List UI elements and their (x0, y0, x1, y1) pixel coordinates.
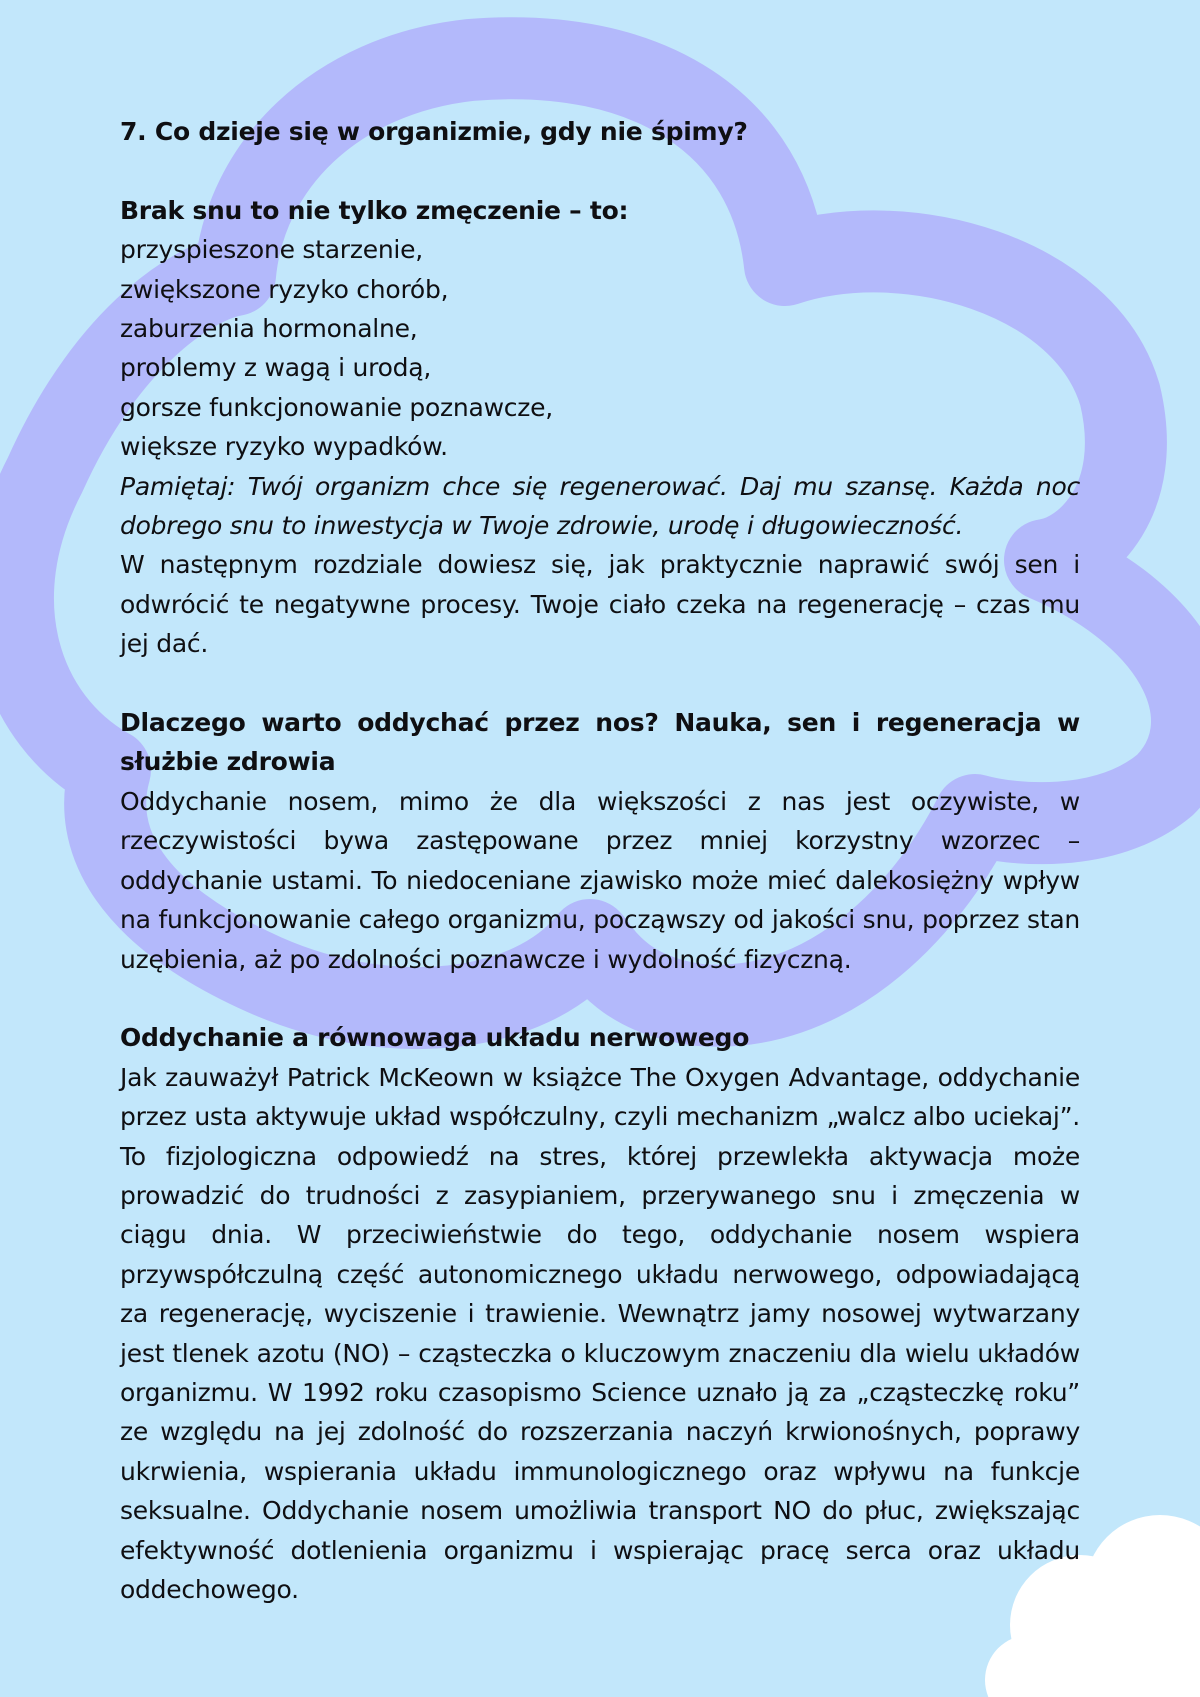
effects-heading: Brak snu to nie tylko zmęczenie – to: (120, 195, 629, 225)
list-item: gorsze funkcjonowanie poznawcze, (120, 392, 553, 422)
nose-breathing-paragraph: Oddychanie nosem, mimo że dla większości z nas jest oczywiste, w rzeczywistości bywa zastępowane przez mniej korzystny wzorzec – oddychanie ustami. To niedoceniane zjawisko może mieć dalekosiężny wpływ na funkcjonowanie całego organizmu, począwszy od jakości snu, poprzez stan uzębienia, aż po zdolności poznawcze i wydolność fizyczną. (120, 786, 1080, 974)
list-item: problemy z wagą i urodą, (120, 353, 432, 383)
nose-breathing-heading: Dlaczego warto oddychać przez nos? Nauka, sen i regeneracja w służbie zdrowia (120, 708, 1080, 777)
nervous-system-heading: Oddychanie a równowaga układu nerwowego (120, 1023, 750, 1053)
list-item: zwiększone ryzyko chorób, (120, 274, 449, 304)
section-title: 7. Co dzieje się w organizmie, gdy nie śpimy? (120, 117, 748, 146)
spacer (120, 664, 1080, 703)
reminder-text: Pamiętaj: Twój organizm chce się regenerować. Daj mu szansę. Każda noc dobrego snu to inwestycja w Twoje zdrowie, urodę i długowieczność. (120, 471, 1080, 541)
list-item: przyspieszone starzenie, (120, 235, 423, 265)
next-chapter-text: W następnym rozdziale dowiesz się, jak praktycznie naprawić swój sen i odwrócić te negatywne procesy. Twoje ciało czeka na regenerację – czas mu jej dać. (120, 550, 1080, 659)
nervous-system-paragraph: Jak zauważył Patrick McKeown w książce The Oxygen Advantage, oddychanie przez usta aktywuje układ współczulny, czyli mechanizm „walcz albo uciekaj”. To fizjologiczna odpowiedź na stres, której przewlekła aktywacja może prowadzić do trudności z zasypianiem, przerywanego snu i zmęczenia w ciągu dnia. W przeciwieństwie do tego, oddychanie nosem wspiera przywspółczulną część autonomicznego układu nerwowego, odpowiadającą za regenerację, wyciszenie i trawienie. Wewnątrz jamy nosowej wytwarzany jest tlenek azotu (NO) – cząsteczka o kluczowym znaczeniu dla wielu układów organizmu. W 1992 roku czasopismo Science uznało ją za „cząsteczkę roku” ze względu na jej zdolność do rozszerzania naczyń krwionośnych, poprawy ukrwienia, wspierania układu immunologicznego oraz wpływu na funkcje seksualne. Oddychanie nosem umożliwia transport NO do płuc, zwiększając efektywność dotlenienia organizmu i wspierając pracę serca oraz układu oddechowego. (120, 1062, 1080, 1604)
list-item: większe ryzyko wypadków. (120, 432, 448, 462)
spacer (120, 151, 1080, 190)
effects-list (120, 230, 1080, 466)
list-item: zaburzenia hormonalne, (120, 314, 418, 344)
page-content (120, 112, 1080, 1609)
spacer (120, 979, 1080, 1018)
